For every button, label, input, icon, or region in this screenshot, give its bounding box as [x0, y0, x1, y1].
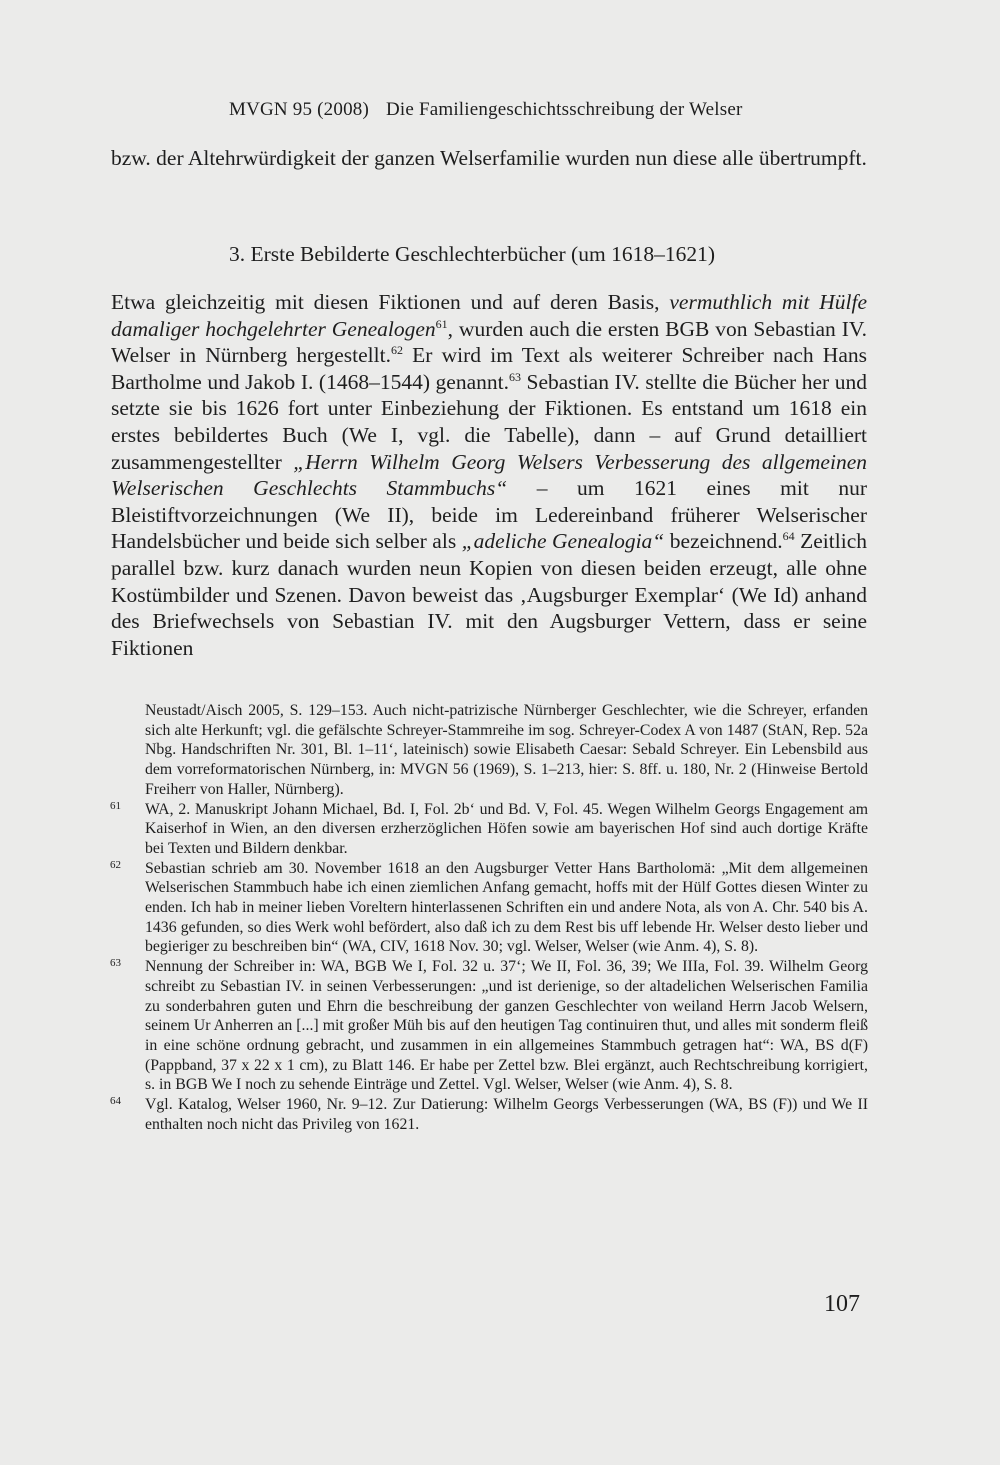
footnote-text: Nennung der Schreiber in: WA, BGB We I, Fol. 32 u. 37‘; We II, Fol. 36, 39; We IIIa, Fol. 39. Wilhelm Georg schreibt zu Sebastian IV. in seinen Verbesserungen: „und ist derienige, so der altadelichen Welserischen Familia zu sonderbahren guten und Ehrn die beschreibung der ganzen Geschlechter von weiland Herrn Jacob Welsern, seinem Ur Anherren an [...] mit großer Müh bis auf den heutigen Tag continuiren thut, und alles mit sonderm fleiß in eine schöne ordnung gebracht, und zusammen in ein allgemeines Stammbuch getragen hat“: WA, BS d(F) (Pappband, 37 x 22 x 1 cm), zu Blatt 146. Er habe per Zettel bzw. Blei ergänzt, auch Rechtschreibung korrigiert, s. in BGB We I noch zu sehende Einträge und Zettel. Vgl. Welser, Welser (wie Anm. 4), S. 8. [145, 958, 868, 1094]
text-run: Er wird im Text als weiterer Schreiber nach Hans Bartholme und Jakob I. (1468–1544) genannt. [111, 343, 867, 394]
footnote-ref-64[interactable]: 64 [782, 529, 795, 544]
footnote-continued [110, 701, 868, 800]
footnote-text: Neustadt/Aisch 2005, S. 129–153. Auch nicht-patrizische Nürnberger Geschlechter, wie die Schreyer, erfanden sich alte Herkunft; vgl. die gefälschte Schreyer-Stammreihe im sog. Schreyer-Codex A von 1487 (StAN, Rep. 52a Nbg. Handschriften Nr. 301, Bl. 1–11‘, lateinisch) sowie Elisabeth Caesar: Sebald Schreyer. Ein Lebensbild aus dem vorreformatorischen Nürnberg, in: MVGN 56 (1969), S. 1–213, hier: S. 8ff. u. 180, Nr. 2 (Hinweise Bertold Freiherr von Haller, Nürnberg). [145, 702, 868, 798]
footnote-number: 63 [110, 957, 121, 970]
footnote-text: WA, 2. Manuskript Johann Michael, Bd. I, Fol. 2b‘ und Bd. V, Fol. 45. Wegen Wilhelm Georgs Engagement am Kaiserhof in Wien, an den diversen erzherzöglichen Höfen sowie am bayerischen Hof sind auch dortige Kräfte bei Texten und Bildern denkbar. [145, 800, 868, 857]
text-run: Sebastian IV. stellte die Bücher her und setzte sie bis 1626 fort unter Einbeziehung der Fiktionen. Es entstand um 1618 ein erstes bebildertes Buch (We I, vgl. die Tabelle), dann – auf Grund detailliert zusammengestellter [111, 369, 867, 474]
footnote-ref-62[interactable]: 62 [390, 343, 403, 358]
footnote-text: Vgl. Katalog, Welser 1960, Nr. 9–12. Zur Datierung: Wilhelm Georgs Verbesserungen (WA, BS (F)) und We II enthalten noch nicht das Privileg von 1621. [145, 1096, 868, 1133]
intro-paragraph-block [111, 145, 867, 172]
running-title: Die Familiengeschichtsschreibung der Welser [385, 99, 743, 120]
footnote-64 [110, 1095, 868, 1134]
intro-paragraph: bzw. der Altehrwürdigkeit der ganzen Welserfamilie wurden nun diese alle übertrumpft. [111, 146, 867, 170]
running-header [229, 99, 789, 121]
footnote-number: 61 [110, 799, 121, 812]
footnotes [110, 701, 868, 1134]
italic-quote: „Herrn Wilhelm Georg Welsers Verbesserung des allgemeinen Welserischen Geschlechts Stammbuchs“ [111, 449, 867, 501]
main-paragraph [111, 289, 867, 661]
footnote-ref-63[interactable]: 63 [509, 369, 521, 384]
text-run: Etwa gleichzeitig mit diesen Fiktionen und auf deren Basis, [111, 290, 670, 314]
page-number: 107 [824, 1291, 860, 1317]
text-run: – um 1621 eines mit nur Bleistiftvorzeichnungen (We II), beide im Ledereinband früherer Welserischer Handelsbücher und beide sich selber als [111, 476, 867, 554]
footnote-number: 64 [110, 1095, 121, 1108]
text-run: bezeichnend. [664, 529, 783, 554]
footnote-63 [110, 957, 868, 1095]
italic-quote: „adeliche Genealogia“ [461, 529, 665, 554]
journal-reference: MVGN 95 (2008) [229, 99, 370, 120]
text-run: , wurden auch die ersten BGB von Sebastian IV. Welser in Nürnberg hergestellt. [111, 316, 867, 368]
footnote-ref-61[interactable]: 61 [435, 316, 448, 331]
section-heading: 3. Erste Bebilderte Geschlechterbücher (um 1618–1621) [229, 242, 715, 266]
footnote-61 [110, 800, 868, 859]
footnote-number: 62 [110, 858, 121, 871]
italic-quote: vermuthlich mit Hülfe damaliger hochgelehrter Genealogen [111, 290, 867, 341]
footnote-62 [110, 859, 868, 958]
text-run: Zeitlich parallel bzw. kurz danach wurden neun Kopien von diesen beiden erzeugt, alle ohne Kostümbilder und Szenen. Davon beweist das ‚Augsburger Exemplar‘ (We Id) anhand des Briefwechsels von Sebastian IV. mit den Augsburger Vettern, dass er seine Fiktionen [111, 529, 867, 660]
footnote-text: Sebastian schrieb am 30. November 1618 an den Augsburger Vetter Hans Bartholomä: „Mit dem allgemeinen Welserischen Stammbuch habe ich einen ziemlichen Anfang gemacht, hoffs mit der Hülf Gottes diesen Winter zu enden. Ich hab in meiner lieben Voreltern hinterlassenen Schriften ein und andere Nota, als von A. Chr. 540 bis A. 1436 gefunden, so dies Werk wohl befördert, also daß ich zu dem Rest bis uff lebende Hr. Welser desto lieber und begieriger zu beschreiben bin“ (WA, CIV, 1618 Nov. 30; vgl. Welser, Welser (wie Anm. 4), S. 8). [145, 859, 868, 956]
